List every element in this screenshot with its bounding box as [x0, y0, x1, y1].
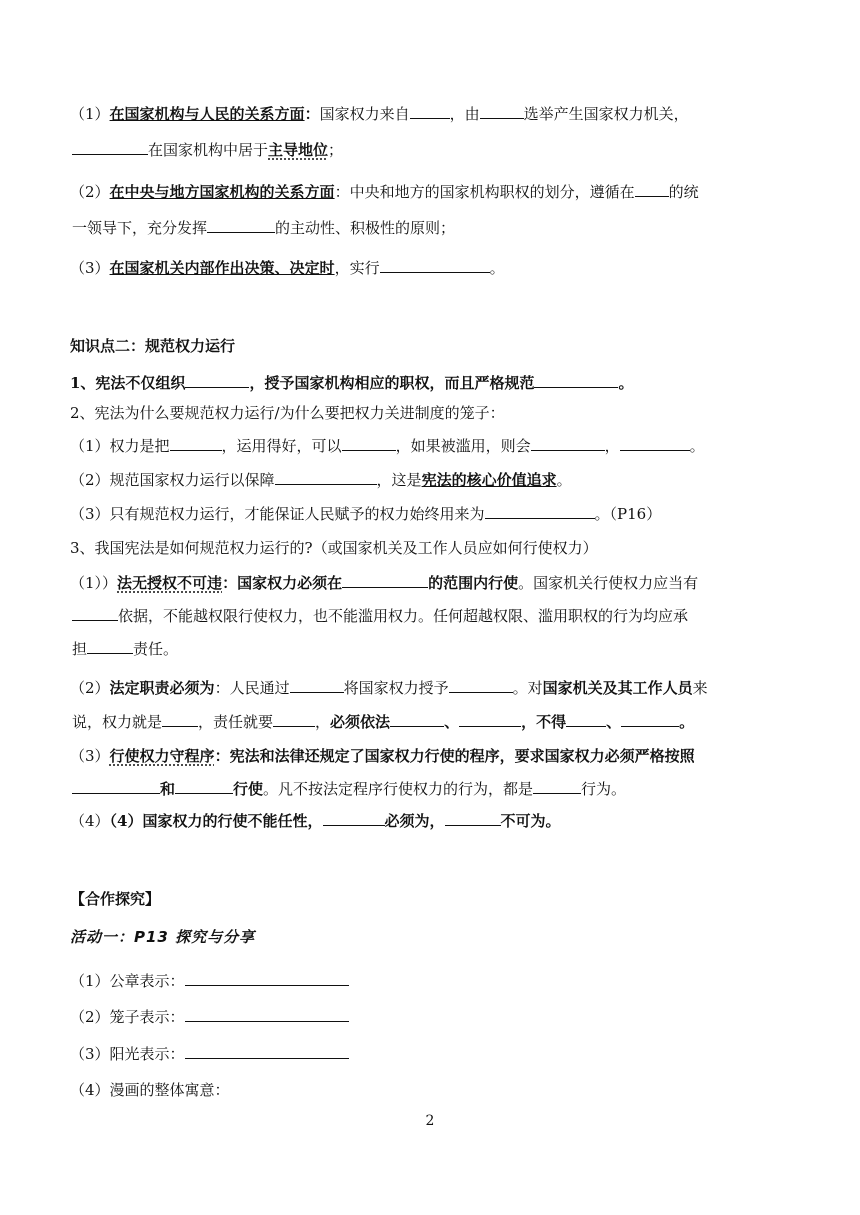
text: 。	[679, 713, 695, 731]
kp2-q2-item-1	[70, 435, 794, 457]
kp2-q3-item-2-line-2	[72, 711, 796, 733]
blank-field[interactable]	[531, 435, 605, 451]
key-phrase: 在国家机构与人民的关系方面	[109, 105, 305, 123]
text: 的统	[668, 183, 699, 201]
blank-field[interactable]	[342, 435, 396, 451]
text: 来	[692, 679, 708, 697]
text: （2）规范国家权力运行以保障	[70, 471, 275, 489]
key-phrase: 行使权力守程序	[109, 747, 215, 765]
text: 。	[489, 259, 505, 277]
blank-field[interactable]	[185, 1043, 349, 1059]
page-number: 2	[425, 1113, 435, 1129]
kp2-q3-item-1-line-3	[72, 638, 796, 660]
para-1-line-1	[70, 103, 794, 125]
text: ；	[328, 141, 344, 159]
blank-field[interactable]	[72, 605, 118, 621]
item-number: （2）	[70, 183, 110, 201]
kp2-q3-item-1-line-2	[72, 605, 796, 627]
coop-item-4: （4）漫画的整体寓意：	[70, 1081, 230, 1099]
key-phrase: 宪法的核心价值追求	[421, 471, 557, 489]
blank-field[interactable]	[185, 970, 349, 986]
blank-field[interactable]	[175, 778, 233, 794]
text: 、	[606, 713, 622, 731]
coop-item-3	[70, 1043, 794, 1065]
text: 。凡不按法定程序行使权力的行为，都是	[263, 780, 534, 798]
key-phrase: 主导地位	[268, 141, 329, 159]
blank-field[interactable]	[170, 435, 222, 451]
key-phrase: 国家机关及其工作人员	[542, 679, 693, 697]
blank-field[interactable]	[445, 810, 501, 826]
text: ，责任就要	[198, 713, 274, 731]
blank-field[interactable]	[390, 711, 444, 727]
blank-field[interactable]	[342, 572, 428, 588]
kp2-q2-item-2	[70, 469, 794, 491]
blank-field[interactable]	[566, 711, 606, 727]
blank-field[interactable]	[635, 181, 669, 197]
activity-title: 活动一：P13 探究与分享	[70, 928, 256, 946]
text: ：人民通过	[214, 679, 290, 697]
colon: ：	[304, 105, 320, 123]
key-phrase: 法定职责必须为	[109, 679, 215, 697]
text: 行使	[233, 780, 264, 798]
key-phrase: 在国家机关内部作出决策、决定时	[109, 259, 335, 277]
blank-field[interactable]	[275, 469, 377, 485]
text: 和	[160, 780, 176, 798]
text: 选举产生国家权力机关，	[523, 105, 689, 123]
key-phrase: 在中央与地方国家机构的关系方面	[109, 183, 335, 201]
text: ，如果被滥用，则会	[395, 437, 531, 455]
text: 。（P16）	[594, 505, 662, 523]
blank-field[interactable]	[449, 677, 513, 693]
text: ，运用得好，可以	[221, 437, 342, 455]
text: 1、宪法不仅组织	[70, 374, 186, 392]
kp2-q1	[70, 372, 794, 394]
blank-field[interactable]	[72, 139, 148, 155]
text: ，	[604, 437, 620, 455]
blank-field[interactable]	[162, 711, 198, 727]
text: 。国家机关行使权力应当有	[518, 574, 699, 592]
text: ，	[315, 713, 331, 731]
blank-field[interactable]	[485, 503, 595, 519]
text: 必须依法	[330, 713, 391, 731]
text: 。	[556, 471, 572, 489]
text: （1）权力是把	[70, 437, 170, 455]
blank-field[interactable]	[185, 1006, 349, 1022]
para-1-line-2	[72, 139, 796, 161]
text: 不可为。	[500, 812, 561, 830]
blank-field[interactable]	[459, 711, 521, 727]
coop-item-1	[70, 970, 794, 992]
blank-field[interactable]	[72, 778, 160, 794]
text: 责任。	[133, 640, 179, 658]
text: （1）公章表示：	[70, 972, 185, 990]
blank-field[interactable]	[380, 257, 490, 273]
item-number: （3）	[70, 259, 110, 277]
key-phrase: 法无授权不可违	[117, 574, 223, 592]
text: 说，权力就是	[72, 713, 163, 731]
text: ，由	[449, 105, 480, 123]
blank-field[interactable]	[621, 711, 679, 727]
text: ，授予国家机构相应的职权，而且严格规范	[249, 374, 535, 392]
blank-field[interactable]	[207, 217, 275, 233]
coop-title: 【合作探究】	[70, 890, 161, 908]
text: 担	[72, 640, 88, 658]
text: ：国家权力必须在	[222, 574, 343, 592]
section-title: 知识点二：规范权力运行	[70, 337, 236, 355]
text: 行为。	[581, 780, 627, 798]
text: ，实行	[334, 259, 380, 277]
text: （3）阳光表示：	[70, 1045, 185, 1063]
text: 。	[689, 437, 705, 455]
item-number: （3）	[70, 747, 110, 765]
kp2-q3-title: 3、我国宪法是如何规范权力运行的?（或国家机关及工作人员应如何行使权力）	[70, 539, 598, 557]
item-number: （1）	[70, 105, 110, 123]
para-3	[70, 257, 794, 279]
item-number: （2）	[70, 679, 110, 697]
text: 一领导下，充分发挥	[72, 219, 208, 237]
text: 。	[618, 374, 634, 392]
kp2-q2-title: 2、宪法为什么要规范权力运行/为什么要把权力关进制度的笼子：	[70, 404, 505, 422]
kp2-q3-item-3-line-2	[72, 778, 796, 800]
kp2-q3-item-4	[70, 810, 794, 832]
blank-field[interactable]	[620, 435, 690, 451]
text: 必须为，	[384, 812, 445, 830]
text: 国家权力来自	[319, 105, 410, 123]
kp2-q3-item-2-line-1	[70, 677, 794, 699]
text: 的范围内行使	[428, 574, 519, 592]
text: ，这是	[376, 471, 422, 489]
blank-field[interactable]	[480, 103, 524, 119]
blank-field[interactable]	[323, 810, 385, 826]
text: （3）只有规范权力运行，才能保证人民赋予的权力始终用来为	[70, 505, 485, 523]
blank-field[interactable]	[290, 677, 344, 693]
kp2-q2-item-3	[70, 503, 794, 525]
item-number: （1））	[70, 574, 118, 592]
para-2-line-2	[72, 217, 796, 239]
text: ：中央和地方的国家机构职权的划分，遵循在	[334, 183, 635, 201]
text: 的主动性、积极性的原则；	[275, 219, 456, 237]
blank-field[interactable]	[273, 711, 315, 727]
blank-field[interactable]	[185, 372, 249, 388]
text: 将国家权力授予	[343, 679, 449, 697]
blank-field[interactable]	[533, 778, 581, 794]
text: ：宪法和法律还规定了国家权力行使的程序，要求国家权力必须严格按照	[214, 747, 695, 765]
item-number: （4）	[70, 812, 110, 830]
text: 依据，不能越权限行使权力，也不能滥用权力。任何超越权限、滥用职权的行为均应承	[118, 607, 689, 625]
para-2-line-1	[70, 181, 794, 203]
text: 、	[444, 713, 460, 731]
blank-field[interactable]	[534, 372, 618, 388]
text: （2）笼子表示：	[70, 1008, 185, 1026]
blank-field[interactable]	[410, 103, 450, 119]
kp2-q3-item-3-line-1	[70, 745, 794, 767]
text: ，不得	[521, 713, 567, 731]
text: （4）国家权力的行使不能任性，	[109, 812, 323, 830]
text: 。对	[512, 679, 543, 697]
kp2-q3-item-1-line-1	[70, 572, 794, 594]
blank-field[interactable]	[87, 638, 133, 654]
coop-item-2	[70, 1006, 794, 1028]
text: 在国家机构中居于	[148, 141, 269, 159]
